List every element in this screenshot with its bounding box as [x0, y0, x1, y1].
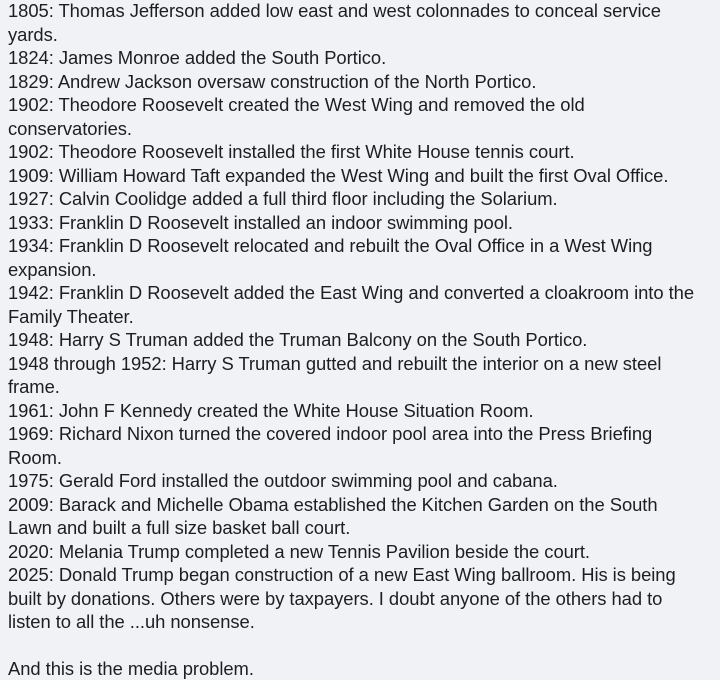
post-line: yards.: [8, 23, 720, 47]
post-line: 1805: Thomas Jefferson added low east and west colonnades to conceal service: [8, 0, 720, 23]
post-line: 1824: James Monroe added the South Portico.: [8, 46, 720, 70]
post-line: expansion.: [8, 258, 720, 282]
post-line: Room.: [8, 446, 720, 470]
post-line: 1975: Gerald Ford installed the outdoor swimming pool and cabana.: [8, 469, 720, 493]
post-line: Lawn and built a full size basket ball court.: [8, 516, 720, 540]
post-line: 1961: John F Kennedy created the White House Situation Room.: [8, 399, 720, 423]
post-line: 1969: Richard Nixon turned the covered indoor pool area into the Press Briefing: [8, 422, 720, 446]
post-line: 1934: Franklin D Roosevelt relocated and rebuilt the Oval Office in a West Wing: [8, 234, 720, 258]
post-line: 1942: Franklin D Roosevelt added the East Wing and converted a cloakroom into the: [8, 281, 720, 305]
post-line: 1948 through 1952: Harry S Truman gutted and rebuilt the interior on a new steel: [8, 352, 720, 376]
post-closing-line: And this is the media problem.: [8, 657, 720, 680]
post-line: 1909: William Howard Taft expanded the West Wing and built the first Oval Office.: [8, 164, 720, 188]
post-line: 2020: Melania Trump completed a new Tennis Pavilion beside the court.: [8, 540, 720, 564]
post-line: listen to all the ...uh nonsense.: [8, 610, 720, 634]
post-line: 1902: Theodore Roosevelt created the West Wing and removed the old: [8, 93, 720, 117]
post-line: 1948: Harry S Truman added the Truman Balcony on the South Portico.: [8, 328, 720, 352]
post-line: Family Theater.: [8, 305, 720, 329]
post-line: built by donations. Others were by taxpayers. I doubt anyone of the others had to: [8, 587, 720, 611]
post-line: 1927: Calvin Coolidge added a full third floor including the Solarium.: [8, 187, 720, 211]
post-line: 1933: Franklin D Roosevelt installed an indoor swimming pool.: [8, 211, 720, 235]
post-line: conservatories.: [8, 117, 720, 141]
post-line: 2009: Barack and Michelle Obama established the Kitchen Garden on the South: [8, 493, 720, 517]
post-line: 2025: Donald Trump began construction of a new East Wing ballroom. His is being: [8, 563, 720, 587]
post-line: frame.: [8, 375, 720, 399]
post-line: 1902: Theodore Roosevelt installed the first White House tennis court.: [8, 140, 720, 164]
post-line: 1829: Andrew Jackson oversaw construction of the North Portico.: [8, 70, 720, 94]
